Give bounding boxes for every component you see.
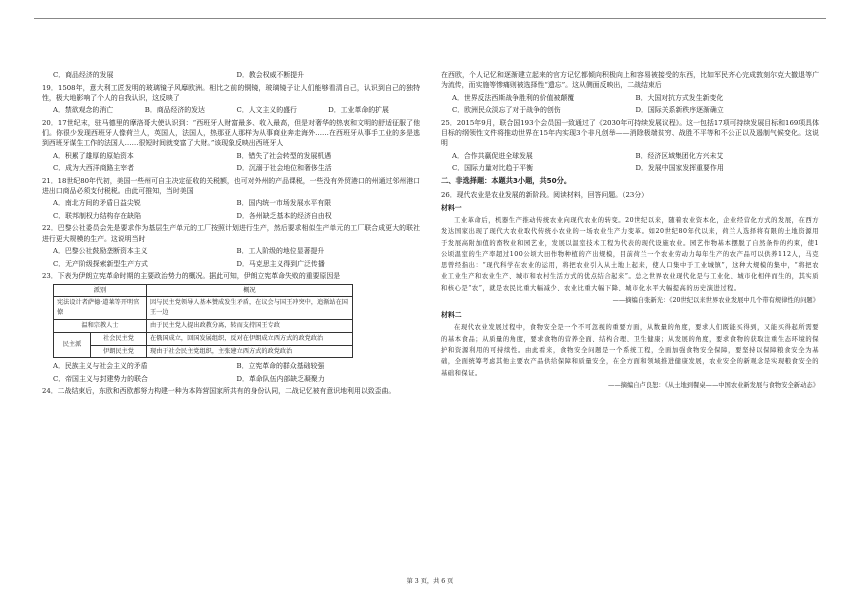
table-row (54, 297, 353, 320)
question-19: 19．1508年，意大利工匠发明的玻璃镜子风靡欧洲。相比之前的铜镜，玻璃镜子让人们能够看清自己，认识到自己的独特性，极大地影响了个人的自我认识，这反映了 (42, 83, 420, 102)
option: C．帝国主义与封建势力的联合 (53, 374, 148, 383)
material-1-source: ——摘编自张新光：《20世纪以来世界农业发展中几个带有规律性的问题》 (612, 297, 819, 304)
q24-options-row2 (441, 105, 819, 115)
question-24-continued: 在西欧，个人记忆和逐渐建立起来的官方记忆都倾向积极向上和容易被接受的东西，比如军民齐心完成敦刻尔克大撤退等广为流传，而实施等惨痛则被选择性“遗忘”。这从侧面反映出，二战结束后 (441, 71, 819, 90)
q22-options-row2 (42, 259, 420, 269)
table-header-row (54, 284, 353, 297)
option: B．大国对抗方式发生新变化 (635, 93, 724, 102)
option: B．商品经济的发达 (144, 106, 205, 115)
option: C．人文主义的盛行 (236, 106, 297, 115)
q18-options (42, 70, 420, 80)
table-cell: 宪法设计者萨德·道莱等开明官僚 (54, 297, 147, 320)
question-21: 21．18世纪80年代初，美国一些州可自主决定征收的关税额，也可对外州的产品课税，一些没有外贸港口的州通过邻州港口进出口商品必须支付税税。由此可推知，当时美国 (42, 176, 420, 195)
table-cell: 在俄国成立，回国发展组织，反对在伊朗成立西方式的政党政治 (146, 332, 352, 345)
table-cell: 伊朗民主党 (91, 345, 147, 358)
section-heading: 二、非选择题：本题共3小题，共50分。 (441, 176, 572, 186)
option: B．立宪革命的群众基础较强 (236, 362, 325, 371)
option: C．联邦制权力结构存在缺陷 (53, 211, 141, 220)
q20-options-row1 (42, 151, 420, 161)
q25-options-row1 (441, 151, 819, 161)
question-23: 23．下表为伊朗立宪革命时期的主要政治势力的概况。据此可知，伊朗立宪革命失败的重要原因是 (42, 272, 341, 281)
q21-options-row1 (42, 198, 420, 208)
table-row (54, 319, 353, 332)
header-rule (34, 18, 826, 19)
table-cell: 因与民主党领导人基本赞成发生矛盾，在议会与国王冲突中，追渐站在国王一边 (146, 297, 352, 320)
material-2-label: 材料二 (441, 311, 462, 320)
question-26: 26．现代农业是农业发展的新阶段。阅读材料，回答问题。（23分） (441, 190, 649, 199)
q25-options-row2 (441, 163, 819, 173)
q20-options-row2 (42, 163, 420, 173)
question-25: 25．2015年9月，联合国193个会员国一致通过了《2030年可持续发展议程》。这一包括17项可持续发展目标和169项具体目标的纲领性文件将推动世界在15年内实现3个非凡创举——消除极端贫穷、战胜不平等和不公正以及遏制气候变化。这说明 (441, 118, 819, 148)
option: A．禁欲观念的消亡 (53, 106, 114, 115)
table-cell: 民主派 (54, 332, 91, 358)
table-header-cell: 派别 (54, 284, 147, 297)
material-2-source: ——摘编自卢良恕：《从土地到餐桌——中国农业新发展与食物安全新动态》 (608, 381, 819, 389)
q19-options (42, 105, 420, 115)
material-2-text: 在现代农业发展过程中，食物安全是一个不可忽视的重要方面，从数量的角度，要求人们既能买得到，又能买得起所需要的基本食品；从质量的角度，要求食物的营养全面、结构合理、卫生健康；从发展的角度，要求食物的获取注重生态环境的保护和资源利用的可持续性。由此看来，食物安全问题是一个系统工程，全面加强食物安全保障，要坚持以保障粮食安全为基础，全面统筹考虑其他主要农产品供给保障和质量安全，在全方面和领域推进健康发展，农业安全的新观念是实现粮食安全的基础和保证。 (441, 324, 819, 377)
political-forces-table (53, 284, 353, 359)
option: C．欧洲民众淡忘了对于战争的创伤 (452, 106, 561, 115)
option: D．马克思主义得到广泛传播 (236, 259, 325, 268)
question-20: 20．17世纪末，驻马德里的摩洛哥大使认识到：“西班牙人财富最多、收入最高，但是对奢华的热衷和文明的舒适征服了他们。你很少发现西班牙人像荷兰人，英国人，法国人，热那亚人那样为从事商业奔走海外……在西班牙从事手工业的多是逃到西班牙谋生工作的法国人……很短时间就变富了大财。”该现象反映出西班牙人 (42, 118, 420, 148)
option: A．民族主义与社会主义的矛盾 (53, 362, 148, 371)
material-1-label: 材料一 (441, 203, 462, 212)
table-cell: 现由于社会民主党组织，主张建立西方式的政党政治 (146, 345, 352, 358)
option: C．商品经济的发展 (53, 71, 114, 79)
q23-options-row2 (42, 374, 420, 384)
page-number: 第 3 页，共 6 页 (406, 578, 454, 585)
option: C．无产阶级探索新型生产方式 (53, 259, 148, 268)
option: B．错失了社会转型的发展机遇 (236, 151, 332, 160)
option: A．世界反法西斯战争胜利的价值被颠覆 (452, 93, 575, 102)
option: D．革命队伍内部缺乏凝聚力 (236, 374, 325, 383)
table-header-cell: 概况 (146, 284, 352, 297)
q22-options-row1 (42, 246, 420, 256)
option: B．国内统一市场发展水平有限 (236, 199, 332, 208)
option: C．国际力量对比趋于平衡 (452, 164, 534, 173)
question-24: 24．二战结束后，东欧和西欧都努力构建一种为本阵营国家所共有的身份认同，二战记忆被有意识地利用以致歪曲。 (42, 387, 396, 396)
option: A．积累了雄厚的原始资本 (53, 151, 134, 160)
option: B．工人阶级的地位显著提升 (236, 247, 325, 256)
option: D．工业革命的扩展 (328, 106, 389, 115)
q24-options-row1 (441, 93, 819, 103)
material-1-text: 工业革命后，机器生产推动传统农业向现代农业的转变。20世纪以来，随着农业资本化，企业经营化方式的发展，在西方发达国家出现了现代大农业取代传统小农业的一场农业生产力变革。如20世纪80年代以来，荷兰人选择将有限的土地资源用于发展高附加值的畜牧业和园艺业，发展以温室技术工程为代表的现代设施农业。园艺作物基本摆脱了自然条件的约束，使1公顷温室的生产率超过100公顷大田作物种植的产出规模，目前荷兰一个农业劳动力每年生产的农产品可以供养112人，马克思曾经指出：“现代科学在农业的运用，将把农业引入从土地上起来，使人口集中于工业城镇”，这种大规模的集中，“将把农业工业生产和农业生产、城市和农村生活方式的优点结合起来”。总之世界农业现代化是与工业化、城市化相伴而生的，其实质和核心是“农”，就是农民比重大幅减少、农业比重大幅下降、城市化水平大幅提高的历史演进过程。 (441, 216, 819, 292)
option: D．各州缺乏基本的经济自由权 (236, 211, 332, 220)
option: D．发展中国家发挥重要作用 (635, 164, 724, 173)
option: D．沉溺于社会地位和奢侈生活 (236, 164, 332, 173)
question-22: 22．巴黎公社委员会先是要求作为基层生产单元的工厂按照计划进行生产，然后要求相似生产单元的工厂联合成更大的联社进行更大规模的生产。这说明当时 (42, 224, 420, 243)
table-row (54, 345, 353, 358)
table-cell: 由于民主党人提出政教分离，转而支持国王专政 (146, 319, 352, 332)
left-column (42, 70, 420, 399)
option: D．国际关系新秩序逐渐确立 (635, 106, 724, 115)
option: C．成为大西洋商路主宰者 (53, 164, 135, 173)
option: D．教会权威不断提升 (236, 71, 305, 79)
right-column (441, 70, 819, 395)
option: A．南北方间的矛盾日益尖锐 (53, 199, 141, 208)
table-cell: 温和宗教人士 (54, 319, 147, 332)
q21-options-row2 (42, 211, 420, 221)
table-cell: 社会民主党 (91, 332, 147, 345)
table-row (54, 332, 353, 345)
option: A．巴黎公社鼓励垄断资本主义 (53, 247, 148, 256)
option: A．合作共赢促进全球发展 (452, 151, 533, 160)
q23-options-row1 (42, 361, 420, 371)
option: B．经济区域集团化方兴未艾 (635, 151, 724, 160)
